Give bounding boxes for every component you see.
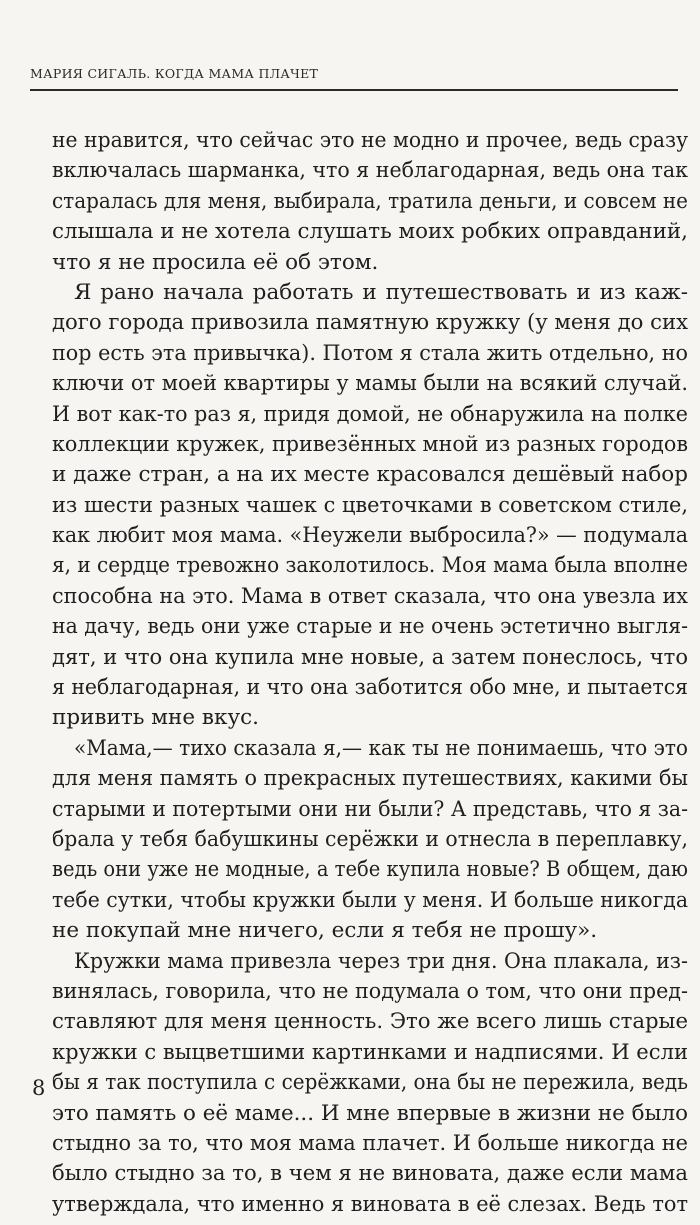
text-line: Кружки мама привезла через три дня. Она плакала, из- — [74, 948, 689, 974]
text-line: стыдно за то, что моя мама плачет. И больше никогда не — [52, 1130, 689, 1156]
page-number: 8 — [32, 1076, 46, 1100]
text-line: ключи от моей квартиры у мамы были на всякий случай. — [52, 371, 689, 397]
text-line: привить мне вкус. — [52, 705, 259, 731]
text-line: кружки с выцветшими картинками и надписями. И если — [52, 1039, 689, 1065]
text-line: я, и сердце тревожно заколотилось. Моя мама была вполне — [52, 553, 689, 579]
text-line: из шести разных чашек с цветочками в советском стиле, — [52, 492, 689, 518]
text-line: что я не просила её об этом. — [52, 249, 379, 275]
text-line: это память о её маме... И мне впервые в жизни не было — [52, 1100, 688, 1126]
running-title: МАРИЯ СИГАЛЬ. КОГДА МАМА ПЛАЧЕТ — [30, 66, 319, 81]
text-line: было стыдно за то, в чем я не виновата, даже если мама — [52, 1161, 688, 1187]
text-line: старыми и потертыми они ни были? А представь, что я за- — [52, 796, 689, 822]
text-line: ведь они уже не модные, а тебе купила новые? В общем, даю — [52, 857, 689, 883]
body-text — [52, 126, 688, 1220]
text-line: дого города привозила памятную кружку (у меня до сих — [52, 310, 689, 336]
text-line: на дачу, ведь они уже старые и не очень эстетично выгля- — [52, 614, 688, 640]
text-line: не покупай мне ничего, если я тебя не прошу». — [52, 918, 598, 944]
text-line: брала у тебя бабушкины серёжки и отнесла в переплавку, — [52, 826, 688, 852]
text-line: И вот как-то раз я, придя домой, не обнаружила на полке — [52, 401, 689, 427]
header-rule — [30, 89, 678, 91]
text-line: «Мама,— тихо сказала я,— как ты не понимаешь, что это — [74, 735, 688, 761]
text-line: винялась, говорила, что не подумала о том, что они пред- — [52, 978, 689, 1004]
text-line: коллекции кружек, привезённых мной из разных городов — [52, 431, 688, 457]
text-line: Я рано начала работать и путешествовать и из каж- — [74, 279, 688, 305]
text-line: включалась шарманка, что я неблагодарная, ведь она так — [52, 158, 689, 184]
text-line: пор есть эта привычка). Потом я стала жить отдельно, но — [52, 340, 688, 366]
text-line: слышала и не хотела слушать моих робких оправданий, — [52, 219, 688, 245]
text-line: бы я так поступила с серёжками, она бы не пережила, ведь — [52, 1070, 689, 1096]
text-line: старалась для меня, выбирала, тратила деньги, и совсем не — [52, 188, 688, 214]
text-line: дят, и что она купила мне новые, а затем понеслось, что — [52, 644, 688, 670]
text-line: ставляют для меня ценность. Это же всего лишь старые — [52, 1009, 688, 1035]
text-line: не нравится, что сейчас это не модно и прочее, ведь сразу — [52, 128, 689, 153]
text-line: тебе сутки, чтобы кружки были у меня. И больше никогда — [52, 887, 689, 913]
text-line: для меня память о прекрасных путешествиях, какими бы — [52, 766, 689, 792]
text-line: я неблагодарная, и что она заботится обо мне, и пытается — [52, 675, 689, 701]
text-line: утверждала, что именно я виновата в её слезах. Ведь тот — [52, 1191, 689, 1217]
text-line: как любит моя мама. «Неужели выбросила?» — подумала — [52, 523, 689, 549]
text-line: способна на это. Мама в ответ сказала, что она увезла их — [52, 583, 689, 609]
text-line: и даже стран, а на их месте красовался дешёвый набор — [52, 462, 688, 488]
